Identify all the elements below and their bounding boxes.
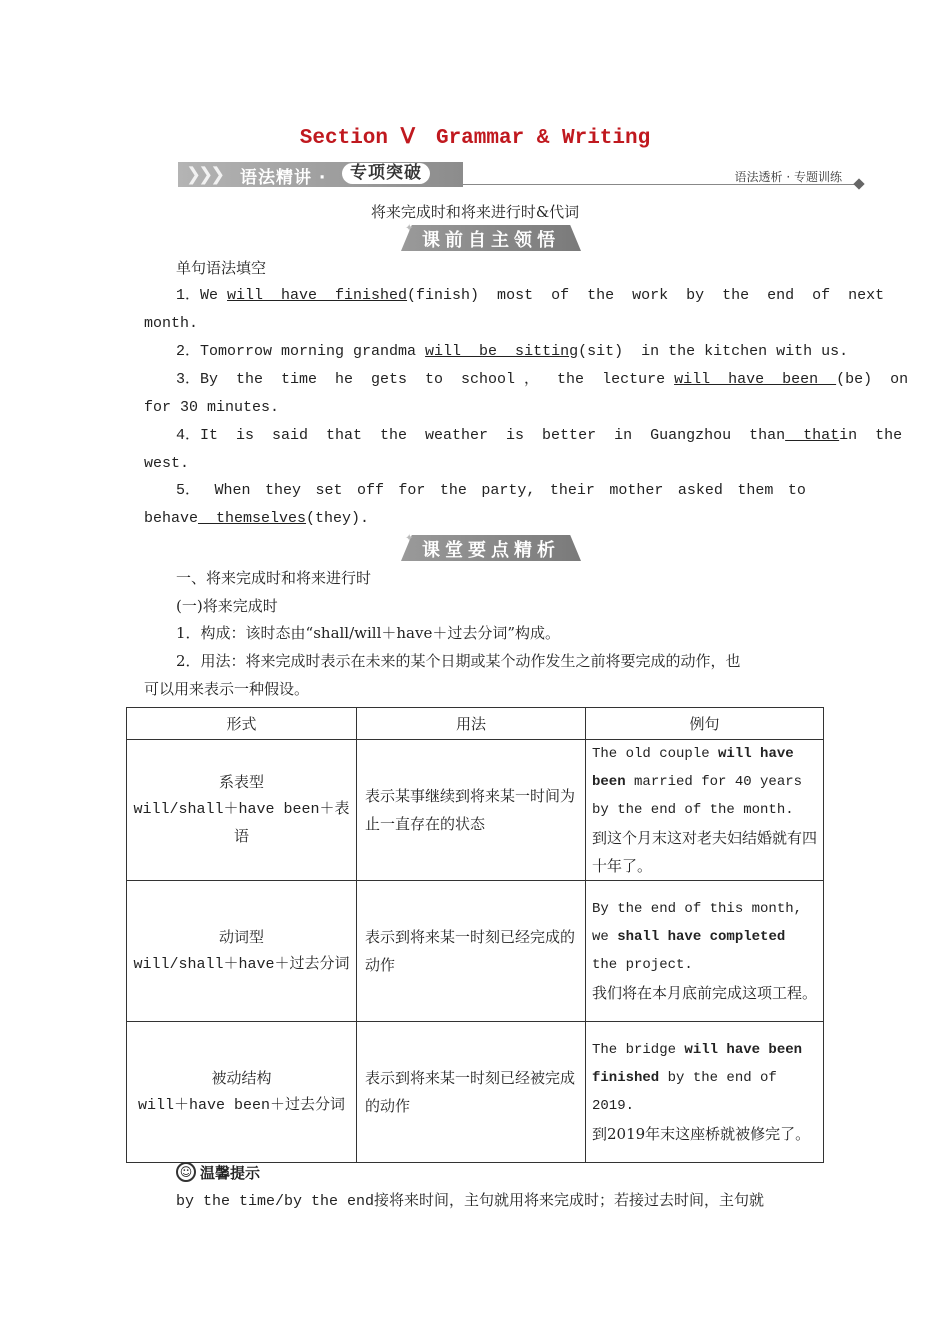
form-name: 被动结构 [211,1069,272,1087]
table-row [127,740,824,881]
answer-fill: will have finished [227,287,408,304]
usage-cell: 表示到将来某一时刻已经完成的动作 [357,881,586,1022]
exercise-item-3 [176,366,908,394]
item-word: they [264,482,301,499]
item-text: 3．By the time he gets to school ， the lecture [176,371,675,388]
example-highlight: will have been [592,746,794,790]
example-chinese: 到2019年末这座桥就被修完了。 [592,1125,811,1143]
grammar-table [126,707,824,1163]
tip-label: 温馨提示 [200,1164,261,1182]
item-text: (finish) most of the work by the end of next [407,287,885,304]
item-text: in the [839,427,903,444]
item-text: behave [144,510,199,527]
form-cell [127,740,357,881]
exercise-item-4-cont: west. [144,455,190,472]
form-rule: will/shall＋have＋过去分词 [133,956,350,973]
form-rule: will/shall＋have been＋表语 [133,801,350,846]
exercise-item-1-cont: month. [144,315,199,332]
section-heading-preview [401,225,581,251]
item-text: 1．We [176,287,228,304]
column-header-example: 例句 [586,708,824,740]
exercise-item-2 [176,338,848,366]
section-banner [178,160,862,190]
item-word: to [787,482,806,499]
column-header-form: 形式 [127,708,357,740]
table-header-row [127,708,824,740]
item-text: (be) on [836,371,909,388]
example-english [592,1036,817,1120]
banner-label-practice: 专项突破 [342,163,430,184]
exercise-item-3-cont: for 30 minutes. [144,399,280,416]
heading-text: 课前自主领悟 [422,230,560,251]
example-text: The old couple [592,746,719,762]
item-word: mother [609,482,664,499]
example-highlight: shall have completed [617,929,786,945]
example-english [592,895,817,979]
item-word: party, [481,482,536,499]
item-text: (they). [306,510,370,527]
paragraph-usage: 2．用法：将来完成时表示在未来的某个日期或某个动作发生之前将要完成的动作，也 [176,652,741,670]
banner-label-grammar: 语法精讲 · [240,168,327,188]
example-text: married for 40 years by the end of the month. [592,774,811,818]
exercise-item-5-cont [144,505,369,533]
example-cell [586,740,824,881]
example-text: by the end of 2019. [592,1070,786,1114]
form-cell [127,881,357,1022]
chevron-right-icon: ❯❯❯ [186,164,223,185]
table-row [127,1022,824,1163]
example-chinese: 我们将在本月底前完成这项工程。 [592,984,818,1002]
banner-right-label: 语法透析 · 专题训练 [734,170,842,184]
answer-fill: that [785,427,840,444]
table-row [127,881,824,1022]
exercise-item-1 [176,282,885,310]
item-text: 4．It is said that the weather is better in Guangzhou than [176,427,786,444]
answer-fill: will be sitting [425,343,579,360]
paragraph-usage-cont: 可以用来表示一种假设。 [144,680,310,698]
exercise-item-5 [176,477,806,505]
item-text: (sit) in the kitchen with us. [578,343,849,360]
usage-cell: 表示某事继续到将来某一时间为止一直存在的状态 [357,740,586,881]
answer-fill: themselves [198,510,307,527]
paragraph-structure: 1．构成：该时态由“shall/will＋have＋过去分词”构成。 [176,624,561,642]
answer-fill: will have been [674,371,837,388]
example-text: The bridge [592,1042,685,1058]
exercise-item-4 [176,422,902,450]
item-word: set [315,482,343,499]
example-cell [586,1022,824,1163]
item-text: 2．Tomorrow morning grandma [176,343,426,360]
item-word: asked [677,482,723,499]
item-word: off [356,482,384,499]
subsection-heading: 一、将来完成时和将来进行时 [176,569,372,587]
form-rule: will＋have been＋过去分词 [137,1097,346,1114]
example-chinese: 到这个月末这对老夫妇结婚就有四十年了。 [592,829,818,875]
page-title: Section Ⅴ Grammar & Writing [299,127,651,150]
example-text: the project. [592,929,794,973]
item-word: the [439,482,467,499]
example-english [592,740,817,824]
usage-cell: 表示到将来某一时刻已经被完成的动作 [357,1022,586,1163]
column-header-usage: 用法 [357,708,586,740]
exercise-intro: 单句语法填空 [176,259,267,277]
diamond-icon [853,178,864,189]
topic-subtitle: 将来完成时和将来进行时&代词 [370,203,580,221]
item-word: for [398,482,426,499]
example-cell [586,881,824,1022]
example-text: By the end of this month, we [592,901,811,945]
example-highlight: will have been finished [592,1042,803,1086]
item-word: their [549,482,595,499]
form-name: 动词型 [218,928,264,946]
sparkle-icon: ✦ [405,223,414,234]
heading-text: 课堂要点精析 [422,540,560,561]
section-heading-analysis [401,535,581,561]
item-word: them [737,482,774,499]
subsection-subheading: (一)将来完成时 [176,597,278,615]
tip-text [176,1186,764,1216]
sparkle-icon: ✦ [405,533,414,544]
item-word: When [214,482,251,499]
form-name: 系表型 [218,773,264,791]
form-cell [127,1022,357,1163]
tip-body: by the time/by the end接将来时间，主句就用将来完成时；若接过去时间，主句就 [176,1193,765,1210]
smiley-icon: ☺ [176,1162,196,1182]
item-word: 5． [176,482,201,499]
